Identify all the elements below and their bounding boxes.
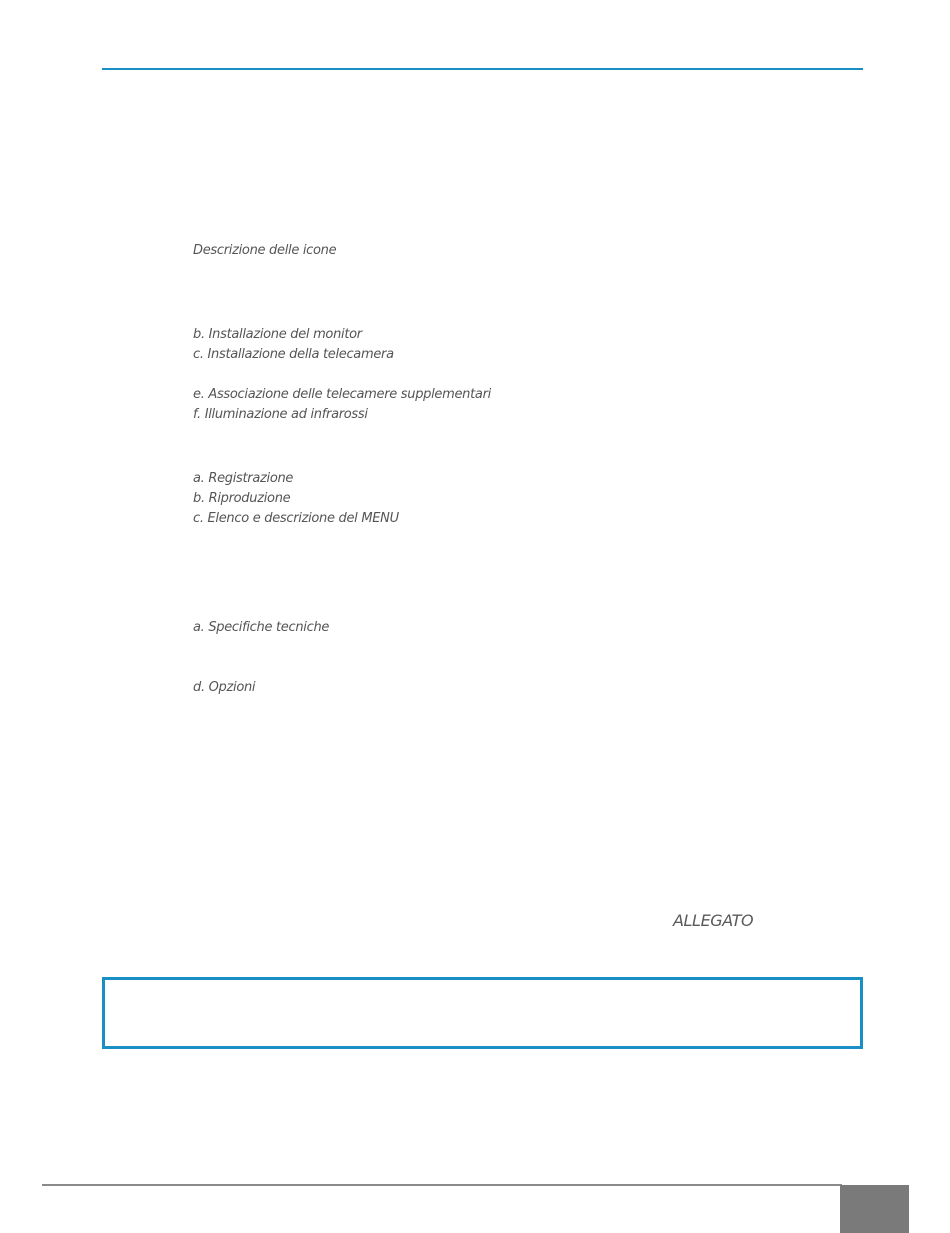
toc-camera-pairing[interactable]: e. Associazione delle telecamere supplementari	[193, 387, 491, 402]
toc-infrared-lighting[interactable]: f. Illuminazione ad infrarossi	[193, 407, 368, 422]
toc-recording[interactable]: a. Registrazione	[193, 471, 294, 486]
toc-icon-description[interactable]: Descrizione delle icone	[193, 243, 337, 258]
toc-menu-list[interactable]: c. Elenco e descrizione del MENU	[193, 511, 399, 526]
toc-monitor-installation[interactable]: b. Installazione del monitor	[193, 327, 362, 342]
toc-options[interactable]: d. Opzioni	[193, 680, 256, 695]
annex-frame	[102, 977, 863, 1049]
header-rule	[102, 68, 863, 70]
toc-camera-installation[interactable]: c. Installazione della telecamera	[193, 347, 394, 362]
toc-playback[interactable]: b. Riproduzione	[193, 491, 291, 506]
annex-label: ALLEGATO	[673, 911, 754, 930]
page-number-tab	[840, 1185, 909, 1233]
footer-rule	[42, 1184, 842, 1186]
toc-technical-specs[interactable]: a. Specifiche tecniche	[193, 620, 330, 635]
